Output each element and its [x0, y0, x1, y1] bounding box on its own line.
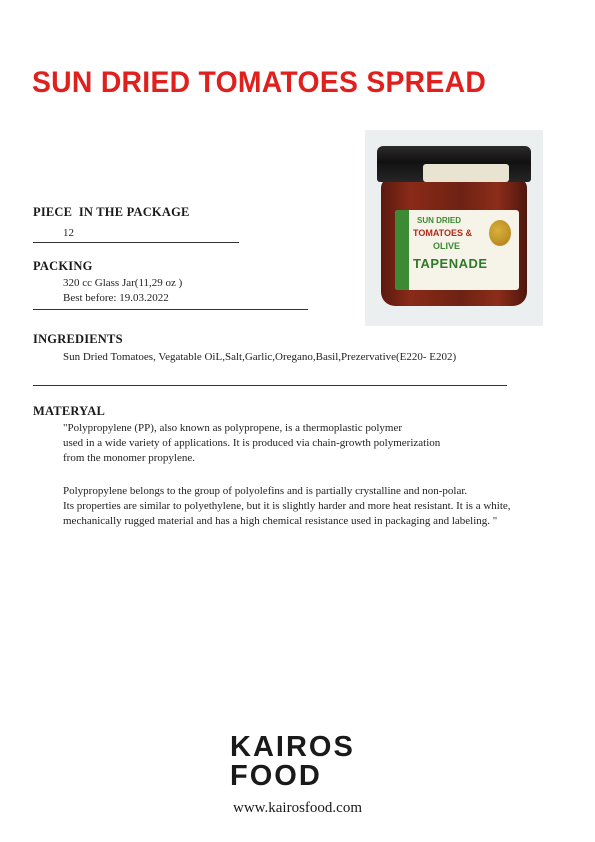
- piece-divider: [33, 242, 239, 243]
- kairos-food-logo: [230, 733, 355, 791]
- material-line: Its properties are similar to polyethylene, but it is slightly harder and more heat resistant. It is a white,: [63, 500, 511, 512]
- material-line: "Polypropylene (PP), also known as polypropene, is a thermoplastic polymer: [63, 422, 403, 434]
- label-line-1: SUN DRIED: [417, 216, 462, 225]
- ingredients-text: Sun Dried Tomatoes, Vegatable OiL,Salt,Garlic,Oregano,Basil,Prezervative(E220- E202): [63, 351, 457, 363]
- material-line: Polypropylene belongs to the group of polyolefins and is partially crystalline and non-polar.: [63, 485, 468, 497]
- logo-line-2: FOOD: [230, 760, 322, 792]
- piece-value: 12: [63, 227, 74, 239]
- label-line-2: TOMATOES &: [413, 228, 473, 238]
- logo-line-1: KAIROS: [230, 731, 355, 763]
- product-photo: [365, 130, 543, 326]
- piece-heading: PIECE IN THE PACKAGE: [33, 205, 190, 219]
- material-line: used in a wide variety of applications. It is produced via chain-growth polymerization: [63, 437, 441, 449]
- ingredients-heading: INGREDIENTS: [33, 332, 123, 346]
- material-line: from the monomer propylene.: [63, 452, 195, 464]
- jar-label: [395, 210, 519, 290]
- olive-illustration: [489, 220, 511, 246]
- material-heading: MATERYAL: [33, 404, 106, 418]
- label-line-4: TAPENADE: [413, 256, 488, 271]
- packing-heading: PACKING: [33, 259, 93, 273]
- packing-line: Best before: 19.03.2022: [63, 292, 169, 304]
- label-strip: [395, 210, 409, 290]
- jar-lid: [377, 146, 531, 182]
- material-line: mechanically rugged material and has a high chemical resistance used in packaging and labeling. ": [63, 515, 498, 527]
- packing-line: 320 cc Glass Jar(11,29 oz ): [63, 277, 183, 289]
- label-line-3: OLIVE: [433, 241, 461, 251]
- packing-divider: [33, 309, 308, 310]
- website-link[interactable]: www.kairosfood.com: [232, 800, 362, 816]
- ingredients-divider: [33, 385, 507, 386]
- page-title: SUN DRIED TOMATOES SPREAD: [32, 66, 487, 99]
- lid-label: [423, 164, 509, 182]
